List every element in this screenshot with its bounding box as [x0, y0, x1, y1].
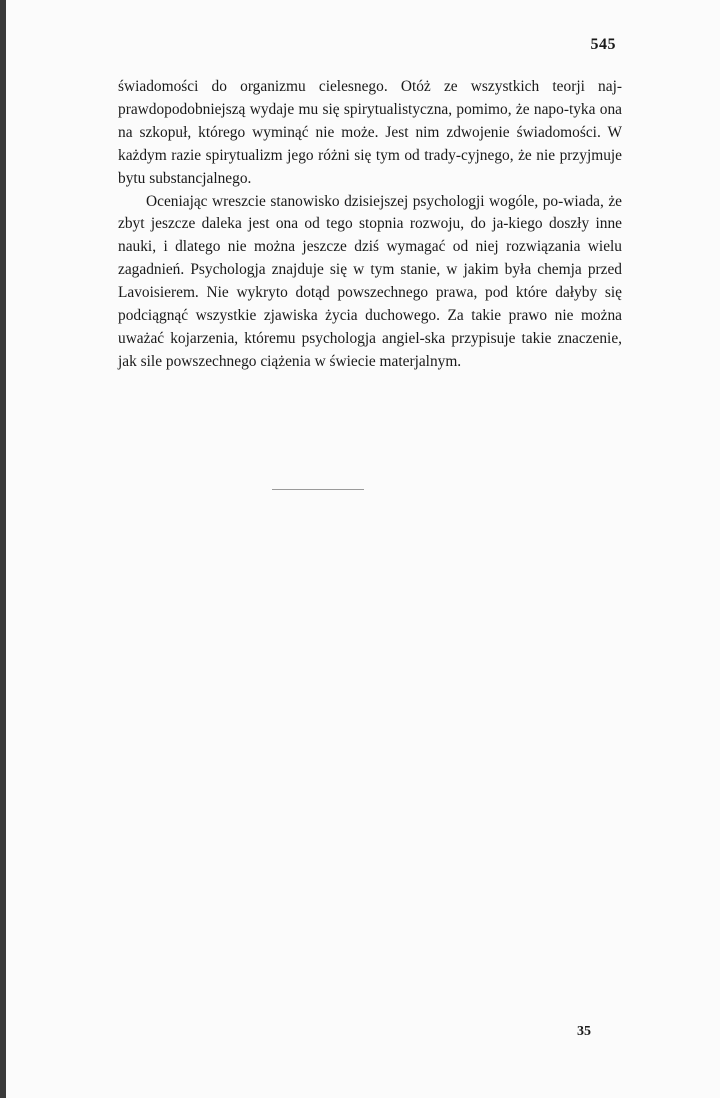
section-end-rule: [272, 489, 364, 490]
printer-signature-mark: 35: [577, 1024, 591, 1039]
page-number: 545: [590, 36, 616, 53]
page-binding-edge: [0, 0, 6, 1098]
paragraph-continuation: świadomości do organizmu cielesnego. Otóż ze wszystkich teorji naj-prawdopodobniejszą wydaje mu się spirytualistyczna, pomimo, że napo-tyka ona na szkopuł, którego wyminąć nie może. Jest nim zdwojenie świadomości. W każdym razie spirytualizm jego różni się tym od trady-cyjnego, że nie przyjmuje bytu substancjalnego.: [118, 78, 622, 187]
body-text: [118, 76, 622, 374]
paragraph-psychology-assessment: Oceniając wreszcie stanowisko dzisiejszej psychologji wogóle, po-wiada, że zbyt jeszcze daleka jest ona od tego stopnia rozwoju, do ja-kiego doszły inne nauki, i dlatego nie można jeszcze dziś wymagać od niej rozwiązania wielu zagadnień. Psychologja znajduje się w tym stanie, w jakim była chemja przed Lavoisierem. Nie wykryto dotąd powszechnego prawa, pod które dałyby się podciągnąć wszystkie zjawiska życia duchowego. Za takie prawo nie można uważać kojarzenia, któremu psychologja angiel-ska przypisuje takie znaczenie, jak sile powszechnego ciążenia w świecie materjalnym.: [118, 192, 622, 370]
